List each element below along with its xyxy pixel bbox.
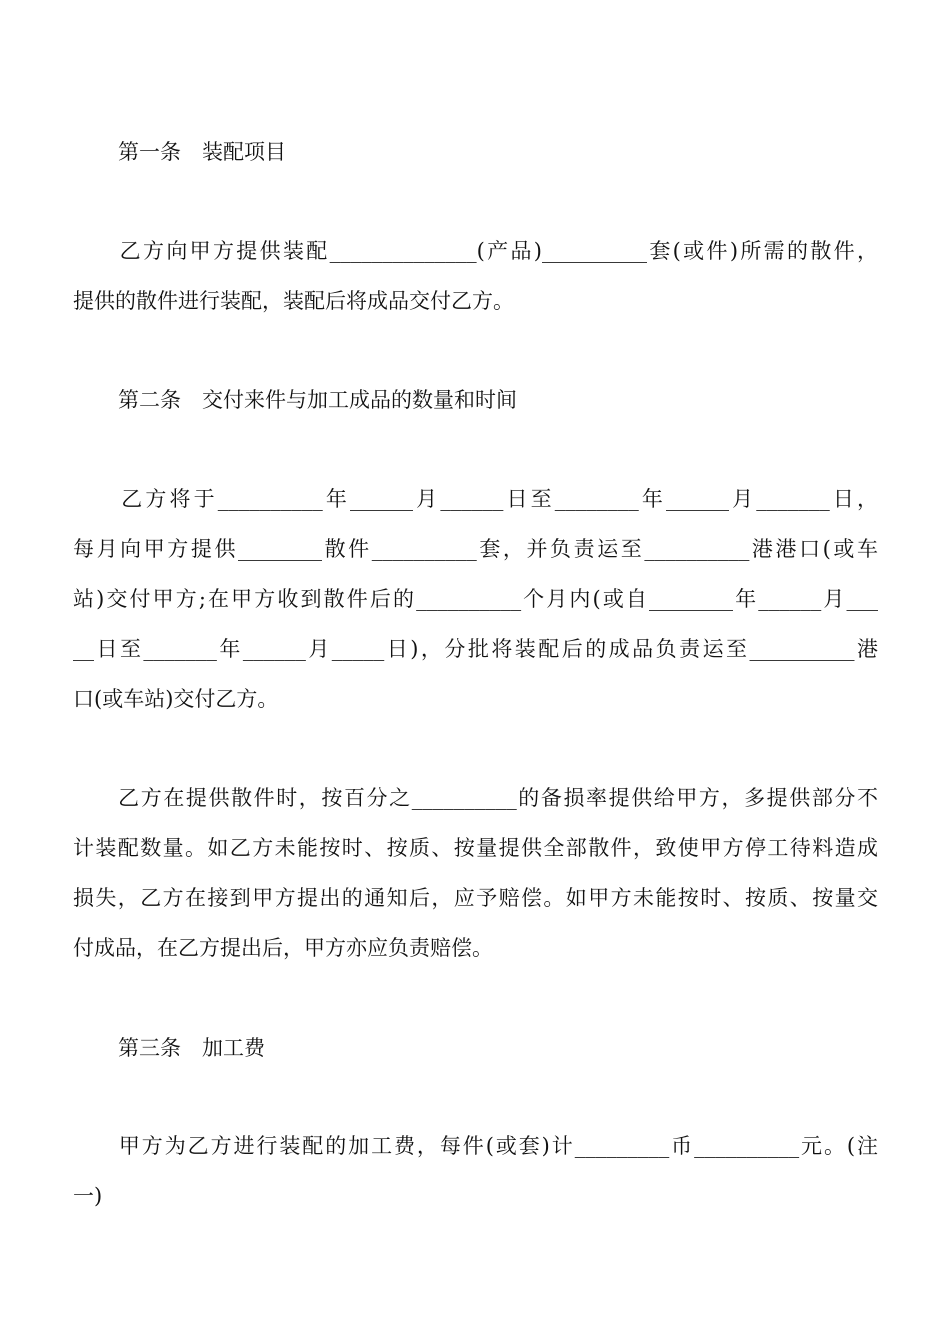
section-2-paragraph-2-line-4: 付成品，在乙方提出后，甲方亦应负责赔偿。 [73, 936, 493, 960]
section-2-paragraph-2-line-1: 乙方在提供散件时，按百分之__________的备损率提供给甲方，多提供部分不 [73, 786, 878, 810]
section-2-paragraph-1-line-2: 每月向甲方提供________散件__________套，并负责运至__________港港口(或车 [73, 537, 878, 561]
section-1-heading: 第一条 装配项目 [118, 140, 286, 164]
section-2-paragraph-1-line-5: 口(或车站)交付乙方。 [73, 687, 279, 711]
section-2-paragraph-1-line-4: __日至_______年______月_____日)，分批将装配后的成品负责运至__________港 [73, 637, 878, 661]
section-1-paragraph-1-line-1: 乙方向甲方提供装配______________(产品)__________套(或件)所需的散件， [73, 239, 878, 263]
section-1-paragraph-1-line-2: 提供的散件进行装配，装配后将成品交付乙方。 [73, 289, 514, 313]
section-3-heading: 第三条 加工费 [118, 1036, 265, 1060]
section-2-paragraph-2-line-3: 损失，乙方在接到甲方提出的通知后，应予赔偿。如甲方未能按时、按质、按量交 [73, 886, 878, 910]
section-2-paragraph-1-line-1: 乙方将于__________年______月______日至________年______月_______日， [73, 487, 878, 511]
section-3-paragraph-1-line-2: 一) [73, 1184, 103, 1208]
section-2-heading: 第二条 交付来件与加工成品的数量和时间 [118, 388, 517, 412]
section-2-paragraph-2-line-2: 计装配数量。如乙方未能按时、按质、按量提供全部散件，致使甲方停工待料造成 [73, 836, 878, 860]
section-3-paragraph-1-line-1: 甲方为乙方进行装配的加工费，每件(或套)计_________币__________元。(注 [73, 1134, 878, 1158]
section-2-paragraph-1-line-3: 站)交付甲方;在甲方收到散件后的__________个月内(或自________年______月___ [73, 587, 878, 611]
